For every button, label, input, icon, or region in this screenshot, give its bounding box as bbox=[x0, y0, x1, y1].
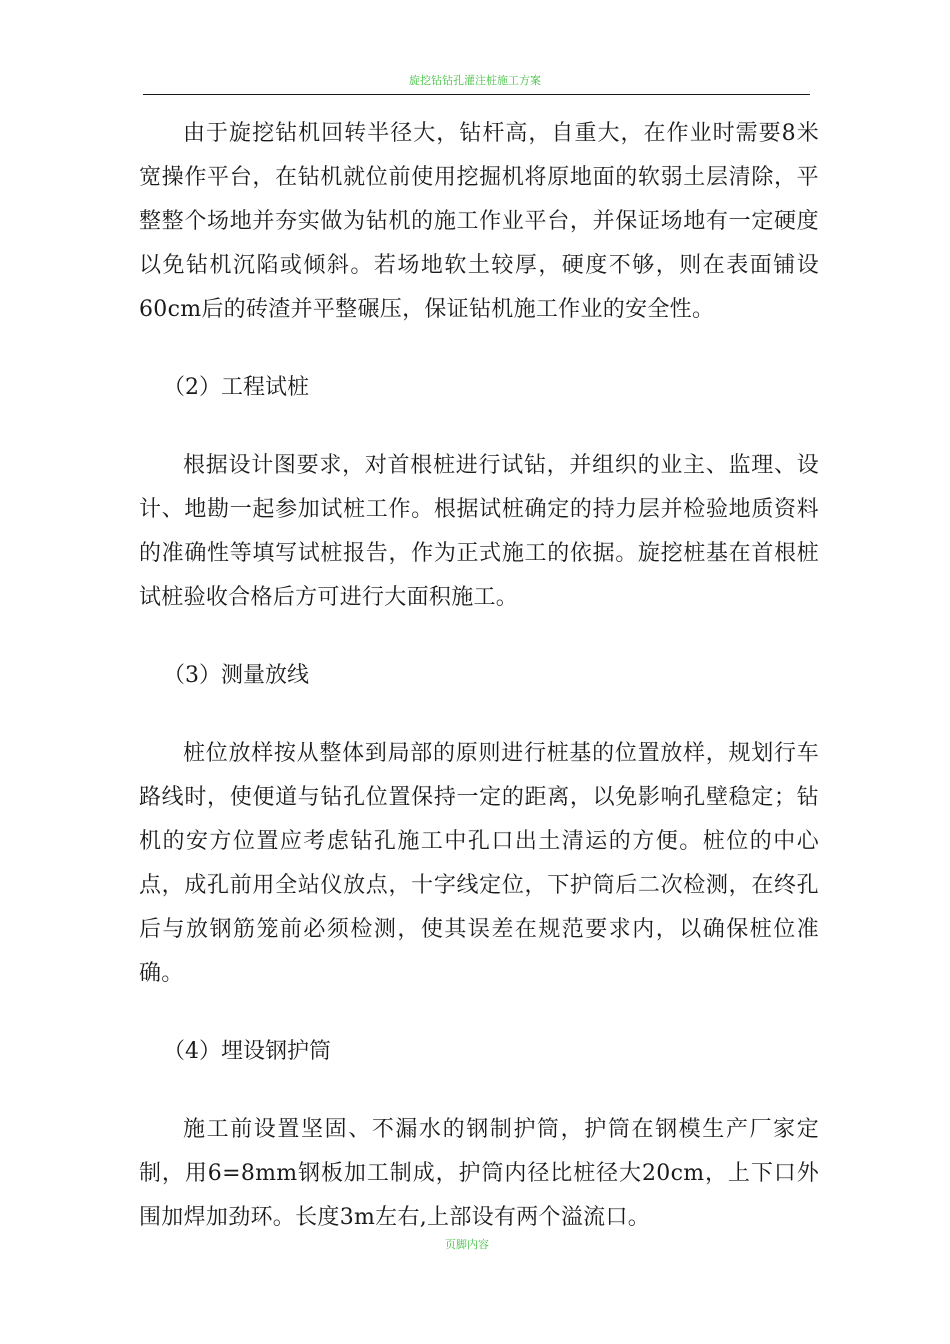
paragraph-survey: 桩位放样按从整体到局部的原则进行桩基的位置放样，规划行车路线时，使便道与钻孔位置保持一定的距离，以免影响孔壁稳定；钻机的安方位置应考虑钻孔施工中孔口出土清运的方便。桩位的中心点，成孔前用全站仪放点，十字线定位，下护筒后二次检测，在终孔后与放钢筋笼前必须检测，使其误差在规范要求内，以确保桩位准确。 bbox=[139, 741, 819, 986]
header-divider bbox=[143, 94, 810, 95]
heading-survey: （3）测量放线 bbox=[163, 663, 309, 688]
paragraph-casing: 施工前设置坚固、不漏水的钢制护筒，护筒在钢模生产厂家定制，用6=8mm钢板加工制成，护筒内径比桩径大20cm，上下口外围加焊加劲环。长度3m左右,上部设有两个溢流口。 bbox=[139, 1117, 819, 1230]
heading-test-pile: （2）工程试桩 bbox=[163, 375, 309, 400]
page-footer: 页脚内容 bbox=[445, 1238, 489, 1251]
paragraph-test-pile: 根据设计图要求，对首根桩进行试钻，并组织的业主、监理、设计、地勘一起参加试桩工作。根据试桩确定的持力层并检验地质资料的准确性等填写试桩报告，作为正式施工的依据。旋挖桩基在首根桩试桩验收合格后方可进行大面积施工。 bbox=[139, 453, 819, 610]
spacer bbox=[139, 698, 819, 732]
page-header: 旋挖钻钻孔灌注桩施工方案 bbox=[409, 74, 541, 87]
paragraph-platform: 由于旋挖钻机回转半径大，钻杆高，自重大，在作业时需要8米宽操作平台，在钻机就位前使用挖掘机将原地面的软弱土层清除，平整整个场地并夯实做为钻机的施工作业平台，并保证场地有一定硬度以免钻机沉陷或倾斜。若场地软土较厚，硬度不够，则在表面铺设60cm后的砖渣并平整碾压，保证钻机施工作业的安全性。 bbox=[139, 121, 819, 322]
spacer bbox=[139, 1074, 819, 1108]
document-body bbox=[139, 112, 819, 1240]
spacer bbox=[139, 410, 819, 444]
spacer bbox=[139, 996, 819, 1030]
spacer bbox=[139, 620, 819, 654]
spacer bbox=[139, 332, 819, 366]
heading-casing: （4）埋设钢护筒 bbox=[163, 1039, 331, 1064]
